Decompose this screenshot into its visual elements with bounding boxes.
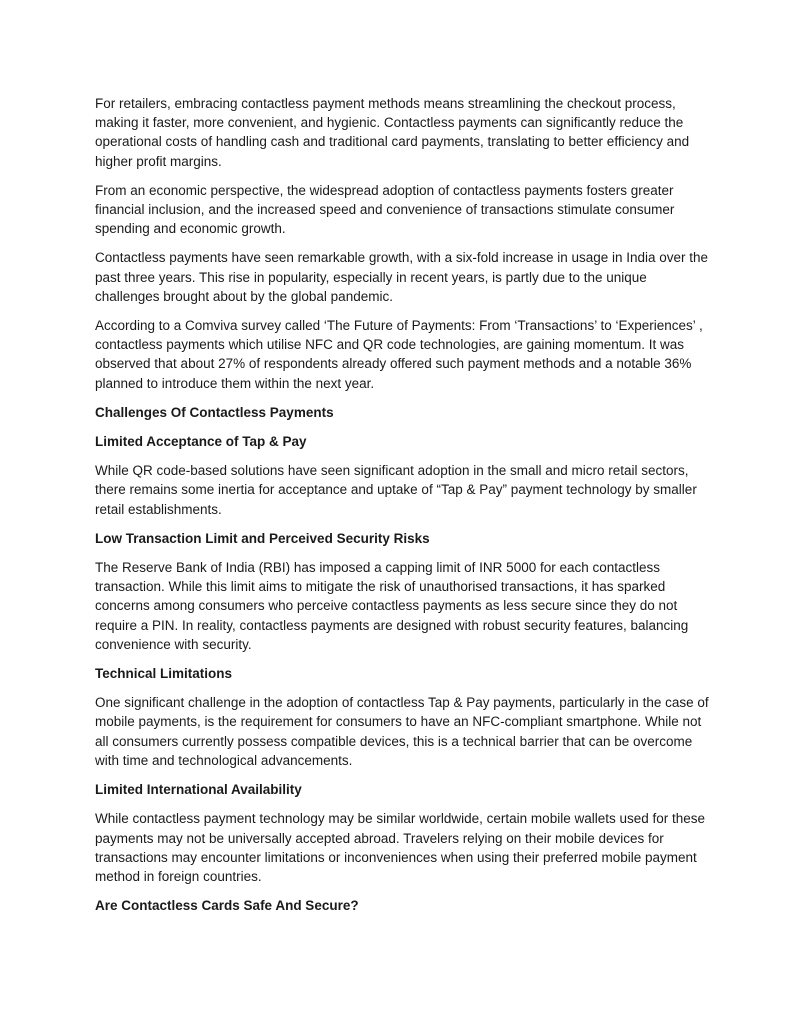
paragraph-growth: Contactless payments have seen remarkable growth, with a six-fold increase in usage in India over the past three years. This rise in popularity, especially in recent years, is partly due to the unique challenges brought about by the global pandemic.	[95, 250, 709, 304]
paragraph-comviva-survey: According to a Comviva survey called ‘The Future of Payments: From ‘Transactions’ to ‘Experiences’ , contactless payments which utilise NFC and QR code technologies, are gaining momentum. It was observed that about 27% of respondents already offered such payment methods and a notable 36% planned to introduce them within the next year.	[95, 318, 703, 391]
paragraph-economic-perspective: From an economic perspective, the widespread adoption of contactless payments fosters greater financial inclusion, and the increased speed and convenience of transactions stimulate consumer spending and economic growth.	[95, 182, 675, 237]
paragraph-international-availability: While contactless payment technology may be similar worldwide, certain mobile wallets used for these payments may not be universally accepted abroad. Travelers relying on their mobile devices for transactions may encounter limitations or inconveniences when using their preferred mobile payment method in foreign countries.	[95, 811, 706, 884]
heading-transaction-limit: Low Transaction Limit and Perceived Security Risks	[95, 530, 430, 546]
heading-international-availability: Limited International Availability	[95, 782, 302, 798]
paragraph-technical-limitations: One significant challenge in the adoption of contactless Tap & Pay payments, particularly in the case of mobile payments, is the requirement for consumers to have an NFC-compliant smartphone. While not all consumers currently possess compatible devices, this is a technical barrier that can be overcome with time and technological advancements.	[95, 695, 709, 768]
heading-limited-acceptance: Limited Acceptance of Tap & Pay	[95, 434, 307, 450]
heading-challenges: Challenges Of Contactless Payments	[95, 404, 334, 420]
paragraph-limited-acceptance: While QR code-based solutions have seen significant adoption in the small and micro retail sectors, there remains some inertia for acceptance and uptake of “Tap & Pay” payment technology by smaller retail establishments.	[95, 463, 697, 517]
paragraph-retailers: For retailers, embracing contactless payment methods means streamlining the checkout process, making it faster, more convenient, and hygienic. Contactless payments can significantly reduce the operational costs of handling cash and traditional card payments, translating to better efficiency and higher profit margins.	[95, 96, 690, 169]
paragraph-transaction-limit: The Reserve Bank of India (RBI) has imposed a capping limit of INR 5000 for each contactless transaction. While this limit aims to mitigate the risk of unauthorised transactions, it has sparked concerns among consumers who perceive contactless payments as less secure since they do not require a PIN. In reality, contactless payments are designed with robust security features, balancing convenience with security.	[95, 560, 689, 652]
heading-technical-limitations: Technical Limitations	[95, 666, 233, 682]
document-body	[95, 94, 710, 925]
heading-safe-and-secure: Are Contactless Cards Safe And Secure?	[95, 898, 359, 914]
